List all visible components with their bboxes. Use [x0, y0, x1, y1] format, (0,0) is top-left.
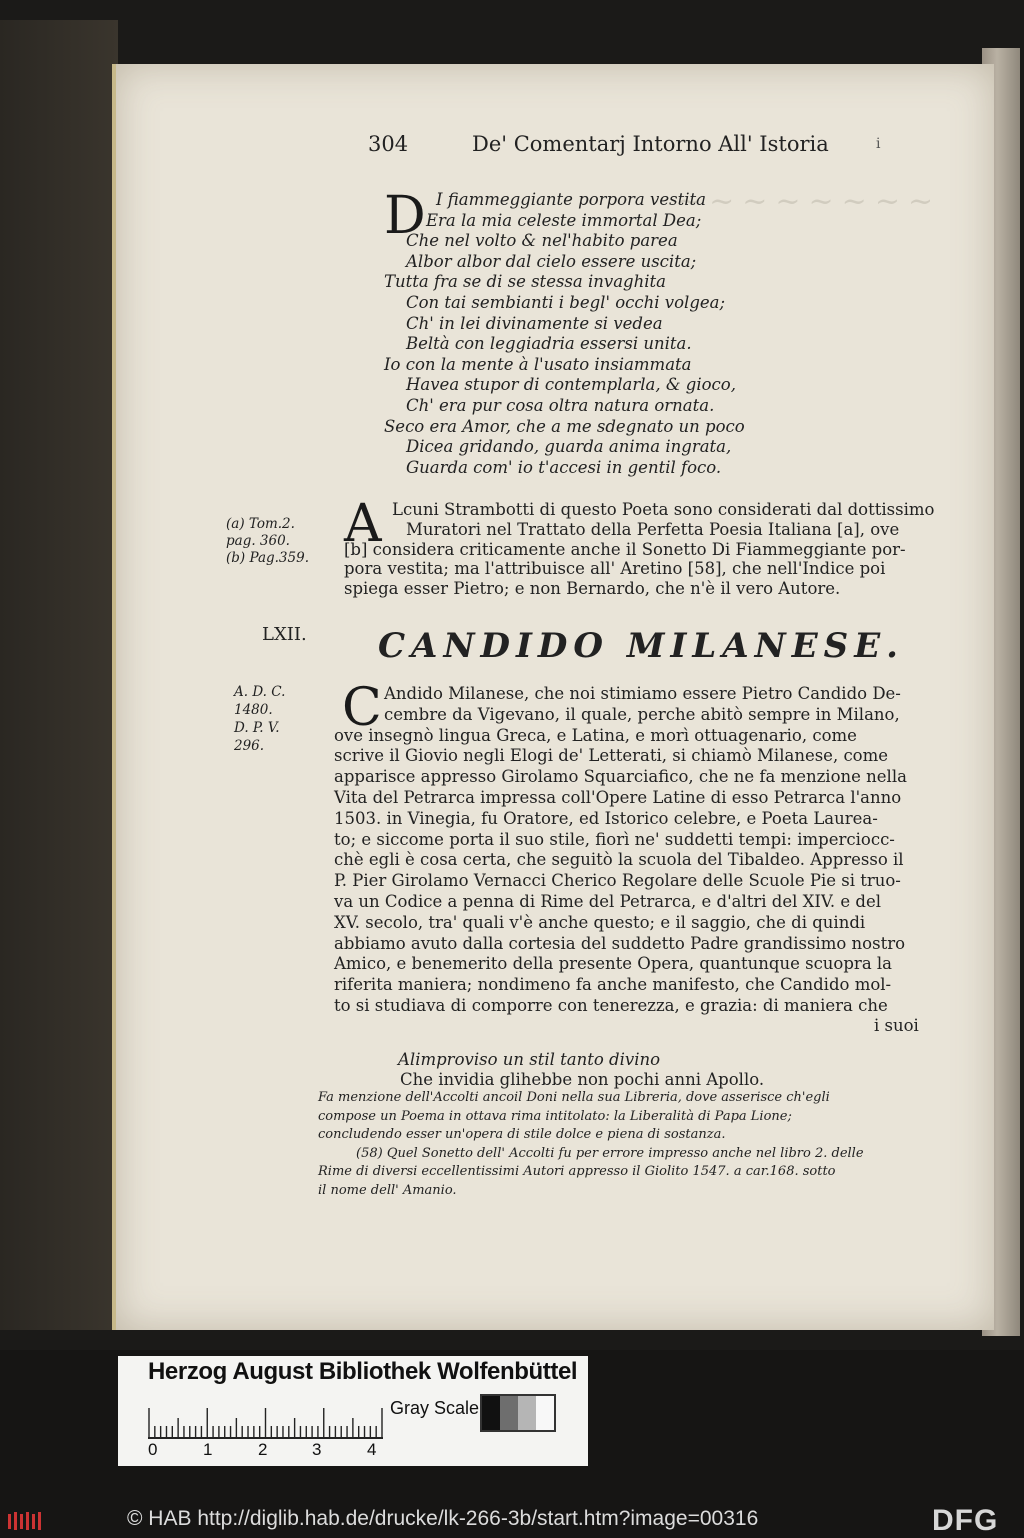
- ruler-number: 2: [258, 1440, 268, 1459]
- gray-swatch: [518, 1396, 536, 1430]
- text-line: to; e siccome porta il suo stile, fiorì ne' suddetti tempi: imperciocc-: [334, 829, 895, 849]
- text-line: Con tai sembianti i begl' occhi volgea;: [406, 293, 726, 312]
- text-line: A. D. C.: [234, 684, 286, 700]
- scan-left-margin: [0, 20, 118, 1330]
- gray-swatch: [482, 1396, 500, 1430]
- copyright-link[interactable]: © HAB http://diglib.hab.de/drucke/lk-266-3b/start.htm?image=00316: [127, 1507, 759, 1530]
- text-line: Rime di diversi eccellentissimi Autori appresso il Giolito 1547. a car.168. sotto: [318, 1164, 836, 1179]
- text-line: Amico, e benemerito della presente Opera, quantunque scuopra la: [334, 954, 893, 974]
- gray-scale-label: Gray Scale: [390, 1398, 480, 1418]
- text-line: Beltà con leggiadria essersi unita.: [406, 334, 692, 354]
- text-line: 296.: [234, 738, 265, 754]
- text-line: pora vestita; ma l'attribuisce all' Aretino [58], che nell'Indice poi: [344, 559, 886, 579]
- text-line: to si studiava di comporre con tenerezza, e grazia: di maniera che: [334, 996, 888, 1015]
- text-line: pag. 360.: [226, 533, 290, 549]
- text-line: Muratori nel Trattato della Perfetta Poesia Italiana [a], ove: [406, 519, 900, 539]
- text-line: Havea stupor di contemplarla, & gioco,: [406, 375, 736, 395]
- text-line: XV. secolo, tra' quali v'è anche questo; e il saggio, che di quindi: [334, 912, 866, 932]
- text-line: Che nel volto & nel'habito parea: [406, 231, 678, 251]
- text-line: (b) Pag.359.: [226, 550, 309, 566]
- text-line: Tutta fra se di se stessa invaghita: [384, 272, 666, 292]
- paragraph1-drop-cap: A: [344, 494, 382, 554]
- text-line: Era la mia celeste immortal Dea;: [426, 210, 702, 230]
- text-line: Vita del Petrarca impressa coll'Opere Latine di esso Petrarca l'anno: [334, 788, 902, 807]
- text-line: compose un Poema in ottava rima intitolato: la Liberalità di Papa Lione;: [318, 1108, 792, 1124]
- text-line: scrive il Giovio negli Elogi de' Letterati, si chiamò Milanese, come: [334, 746, 889, 766]
- text-line: abbiamo avuto dalla cortesia del suddetto Padre grandissimo nostro: [334, 933, 906, 953]
- text-line: 1480.: [234, 702, 273, 718]
- text-line: Dicea gridando, guarda anima ingrata,: [406, 437, 732, 457]
- catchword: i suoi: [874, 1016, 919, 1035]
- text-line: Seco era Amor, che a me sdegnato un poco: [384, 416, 745, 436]
- gray-scale-swatches: [480, 1394, 556, 1432]
- gray-swatch: [500, 1396, 518, 1430]
- verse-line: Che invidia glihebbe non pochi anni Apollo.: [400, 1070, 765, 1089]
- text-line: chè egli è cosa certa, che seguitò la scuola del Tibaldeo. Appresso il: [334, 850, 904, 870]
- gray-swatch: [536, 1396, 554, 1430]
- text-line: Fa menzione dell'Accolti ancoil Doni nella sua Libreria, dove asserisce ch'egli: [318, 1090, 830, 1105]
- ruler-number: 0: [148, 1440, 158, 1459]
- text-line: il nome dell' Amanio.: [318, 1182, 457, 1198]
- ruler-number: 3: [312, 1440, 322, 1459]
- text-line: riferita maniera; nondimeno fa anche manifesto, che Candido mol-: [334, 975, 892, 995]
- header-mark: i: [876, 136, 881, 152]
- ruler-number: 4: [367, 1440, 377, 1459]
- scale-ruler: [148, 1402, 383, 1440]
- paragraph2-drop-cap: C: [342, 678, 382, 738]
- section-title: CANDIDO MILANESE.: [378, 626, 904, 666]
- text-line: Guarda com' io t'accesi in gentil foco.: [406, 457, 722, 477]
- text-line: D. P. V.: [234, 720, 280, 736]
- text-line: Io con la mente à l'usato insiammata: [384, 354, 692, 374]
- text-line: ove insegnò lingua Greca, e Latina, e morì ottuagenario, come: [334, 725, 857, 745]
- footer-bar: [0, 1500, 1024, 1538]
- text-line: concludendo esser un'opera di stile dolce e piena di sostanza.: [318, 1127, 726, 1142]
- text-line: 1503. in Vinegia, fu Oratore, ed Istorico celebre, e Poeta Laurea-: [334, 808, 878, 828]
- book-page: [112, 64, 994, 1330]
- text-line: Lcuni Strambotti di questo Poeta sono considerati dal dottissimo: [392, 500, 935, 519]
- text-line: [b] considera criticamente anche il Sonetto Di Fiammeggiante por-: [344, 539, 906, 559]
- dfg-logo: DFG: [932, 1504, 999, 1537]
- text-line: I fiammeggiante porpora vestita: [436, 190, 706, 209]
- text-line: Albor albor dal cielo essere uscita;: [406, 251, 697, 271]
- color-calibration-card: [118, 1356, 588, 1466]
- verse-line: Alimproviso un stil tanto divino: [398, 1050, 661, 1069]
- ruler-number: 1: [203, 1440, 213, 1459]
- text-line: Ch' in lei divinamente si vedea: [406, 313, 663, 333]
- text-line: Ch' era pur cosa oltra natura ornata.: [406, 396, 715, 415]
- card-title: Herzog August Bibliothek Wolfenbüttel: [148, 1358, 578, 1385]
- page-number: 304: [368, 132, 409, 156]
- bleed-through: ~~~~~~~~: [676, 184, 942, 219]
- text-line: (a) Tom.2.: [226, 516, 295, 532]
- text-line: Andido Milanese, che noi stimiamo essere Pietro Candido De-: [384, 684, 901, 703]
- text-line: (58) Quel Sonetto dell' Accolti fu per errore impresso anche nel libro 2. delle: [356, 1145, 864, 1161]
- running-title: De' Comentarj Intorno All' Istoria: [472, 132, 829, 156]
- text-line: cembre da Vigevano, il quale, perche abitò sempre in Milano,: [384, 704, 900, 724]
- text-line: apparisce appresso Girolamo Squarciafico, che ne fa menzione nella: [334, 767, 907, 787]
- poem-drop-cap: D: [384, 186, 426, 246]
- text-line: P. Pier Girolamo Vernacci Cherico Regolare delle Scuole Pie si truo-: [334, 871, 901, 891]
- section-number: LXII.: [262, 624, 307, 645]
- hab-logo-icon: [6, 1510, 46, 1532]
- text-line: spiega esser Pietro; e non Bernardo, che n'è il vero Autore.: [344, 579, 841, 599]
- text-line: va un Codice a penna di Rime del Petrarca, e d'altri del XIV. e del: [334, 892, 882, 911]
